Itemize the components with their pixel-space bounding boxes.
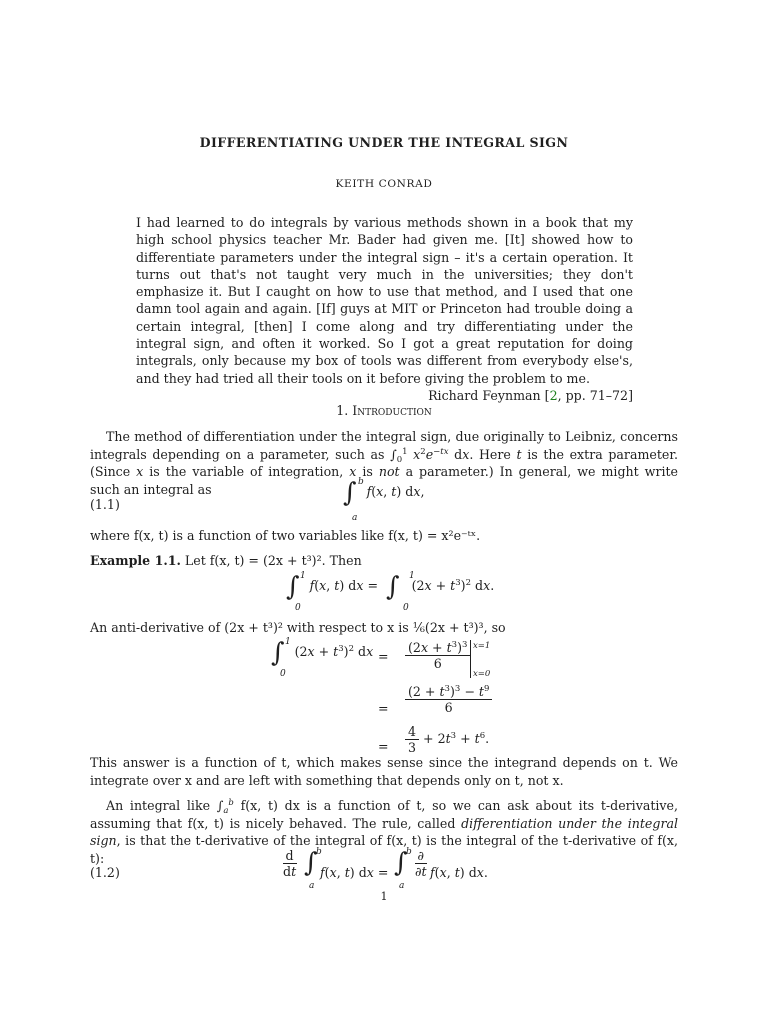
epigraph-quote bbox=[136, 214, 633, 404]
epigraph-text: I had learned to do integrals by various methods shown in a book that my high school physics teacher Mr. Bader had given me. [It] showed how to differentiate parameters under the integral sign – it's a certain operation. It turns out that's not taught very much in the universities; they don't emphasize it. But I caught on how to use that method, and I used that one damn tool again and again. [If] guys at MIT or Princeton had trouble doing a certain integral, [then] I come along and try differentiating under the integral sign, and often it worked. So I got a great reputation for doing integrals, only because my box of tools was different from everybody else's, and they had tried all their tools on it before giving the problem to me. bbox=[136, 215, 633, 386]
rule-text-a: An integral like bbox=[106, 798, 217, 813]
section-heading bbox=[0, 402, 768, 420]
epigraph-attribution: Richard Feynman [2, pp. 71–72] bbox=[428, 387, 633, 403]
rule-text-b: f(x, t) dx is a function of t, so we can ask about its t-derivative, assuming that f(x, t) is nicely behaved. The rule, called bbox=[90, 798, 678, 831]
example-text: Let f(x, t) = (2x + t³)². Then bbox=[184, 553, 362, 568]
derivation-array: ∫ 1 0 $(2x + t^3)^2$ dx = $\frac{(2x + t^3)^3}{6}$ x=1 x=0 = $\frac{(2 + t^3)^3 - t^9}{6}$ = $\frac{4}{3}$ + $2t^3 + t^6$. bbox=[271, 640, 511, 756]
equation-1-2: $\frac{d}{dt}$ ∫ b a f(x, t) dx = ∫ b a $\frac{\partial}{\partial t}$ f(x, t) dx. bbox=[283, 847, 488, 891]
intro-emphasis-not: not bbox=[378, 464, 400, 480]
antiderivative-text: An anti-derivative of (2x + t³)² with respect to x is ⅙(2x + t³)³, so bbox=[90, 620, 506, 635]
author-name: KEITH CONRAD bbox=[335, 178, 433, 190]
intro-text-a: The method of differentiation under the integral sign, due originally to Leibniz, concerns integrals depending on a parameter, such as bbox=[90, 429, 678, 462]
attribution-pages: pp. 71–72 bbox=[565, 387, 629, 403]
equation-label-1-1: (1.1) bbox=[90, 497, 120, 512]
intro-text-g: a parameter.) In general, we might write such an integral as bbox=[90, 464, 679, 497]
after-eq1-text: where f(x, t) is a function of two variables like f(x, t) = x²e⁻ᵗˣ. bbox=[90, 528, 481, 543]
inline-integral-example: $\int_0^1$ $x^2e^{-tx}$ dx bbox=[390, 446, 470, 465]
inline-integral-ab: $\int_a^b$ bbox=[216, 798, 234, 816]
section-number: 1. bbox=[336, 403, 349, 418]
equation-label-1-2: (1.2) bbox=[90, 865, 120, 880]
answer-paragraph: This answer is a function of t, which makes sense since the integrand depends on t. We integrate over x and are left with something that depends only on t, not x. bbox=[90, 755, 678, 788]
citation-link[interactable]: 2 bbox=[549, 387, 558, 403]
intro-text-c: is the extra parameter. (Since bbox=[90, 446, 678, 480]
intro-text-e: is bbox=[356, 464, 379, 480]
rule-text-d: , is that the t-derivative of the integral of f(x, t) is the integral of the t-derivative of f(x, t): bbox=[90, 833, 678, 866]
paper-title: DIFFERENTIATING UNDER THE INTEGRAL SIGN bbox=[199, 135, 569, 150]
example-label: Example 1.1. bbox=[90, 553, 181, 568]
example-equation: ∫ 1 0 f(x, t) dx = ∫ 1 0 $(2x + t^3)^2$ dx. bbox=[286, 571, 495, 613]
page-number: 1 bbox=[380, 890, 388, 903]
equation-1-1: ∫ b a f(x, t) dx, bbox=[343, 477, 425, 523]
intro-text-d: is the variable of integration, bbox=[143, 464, 350, 480]
attribution-name: Richard Feynman bbox=[428, 387, 541, 403]
example-1-1 bbox=[90, 552, 678, 570]
intro-paragraph: The method of differentiation under the integral sign, due originally to Leibniz, concerns integrals depending on a parameter, such as $\int_0^1$ $x^2e^{-tx}$ dx. Here t is the extra parameter. (Since x is the variable of integration, x is not a parameter.) In general, we might write such an integral as bbox=[90, 429, 679, 497]
rule-emphasis: differentiation under the integral sign bbox=[90, 815, 679, 849]
intro-text-b: . Here bbox=[469, 446, 517, 462]
section-title: Introduction bbox=[352, 403, 432, 418]
